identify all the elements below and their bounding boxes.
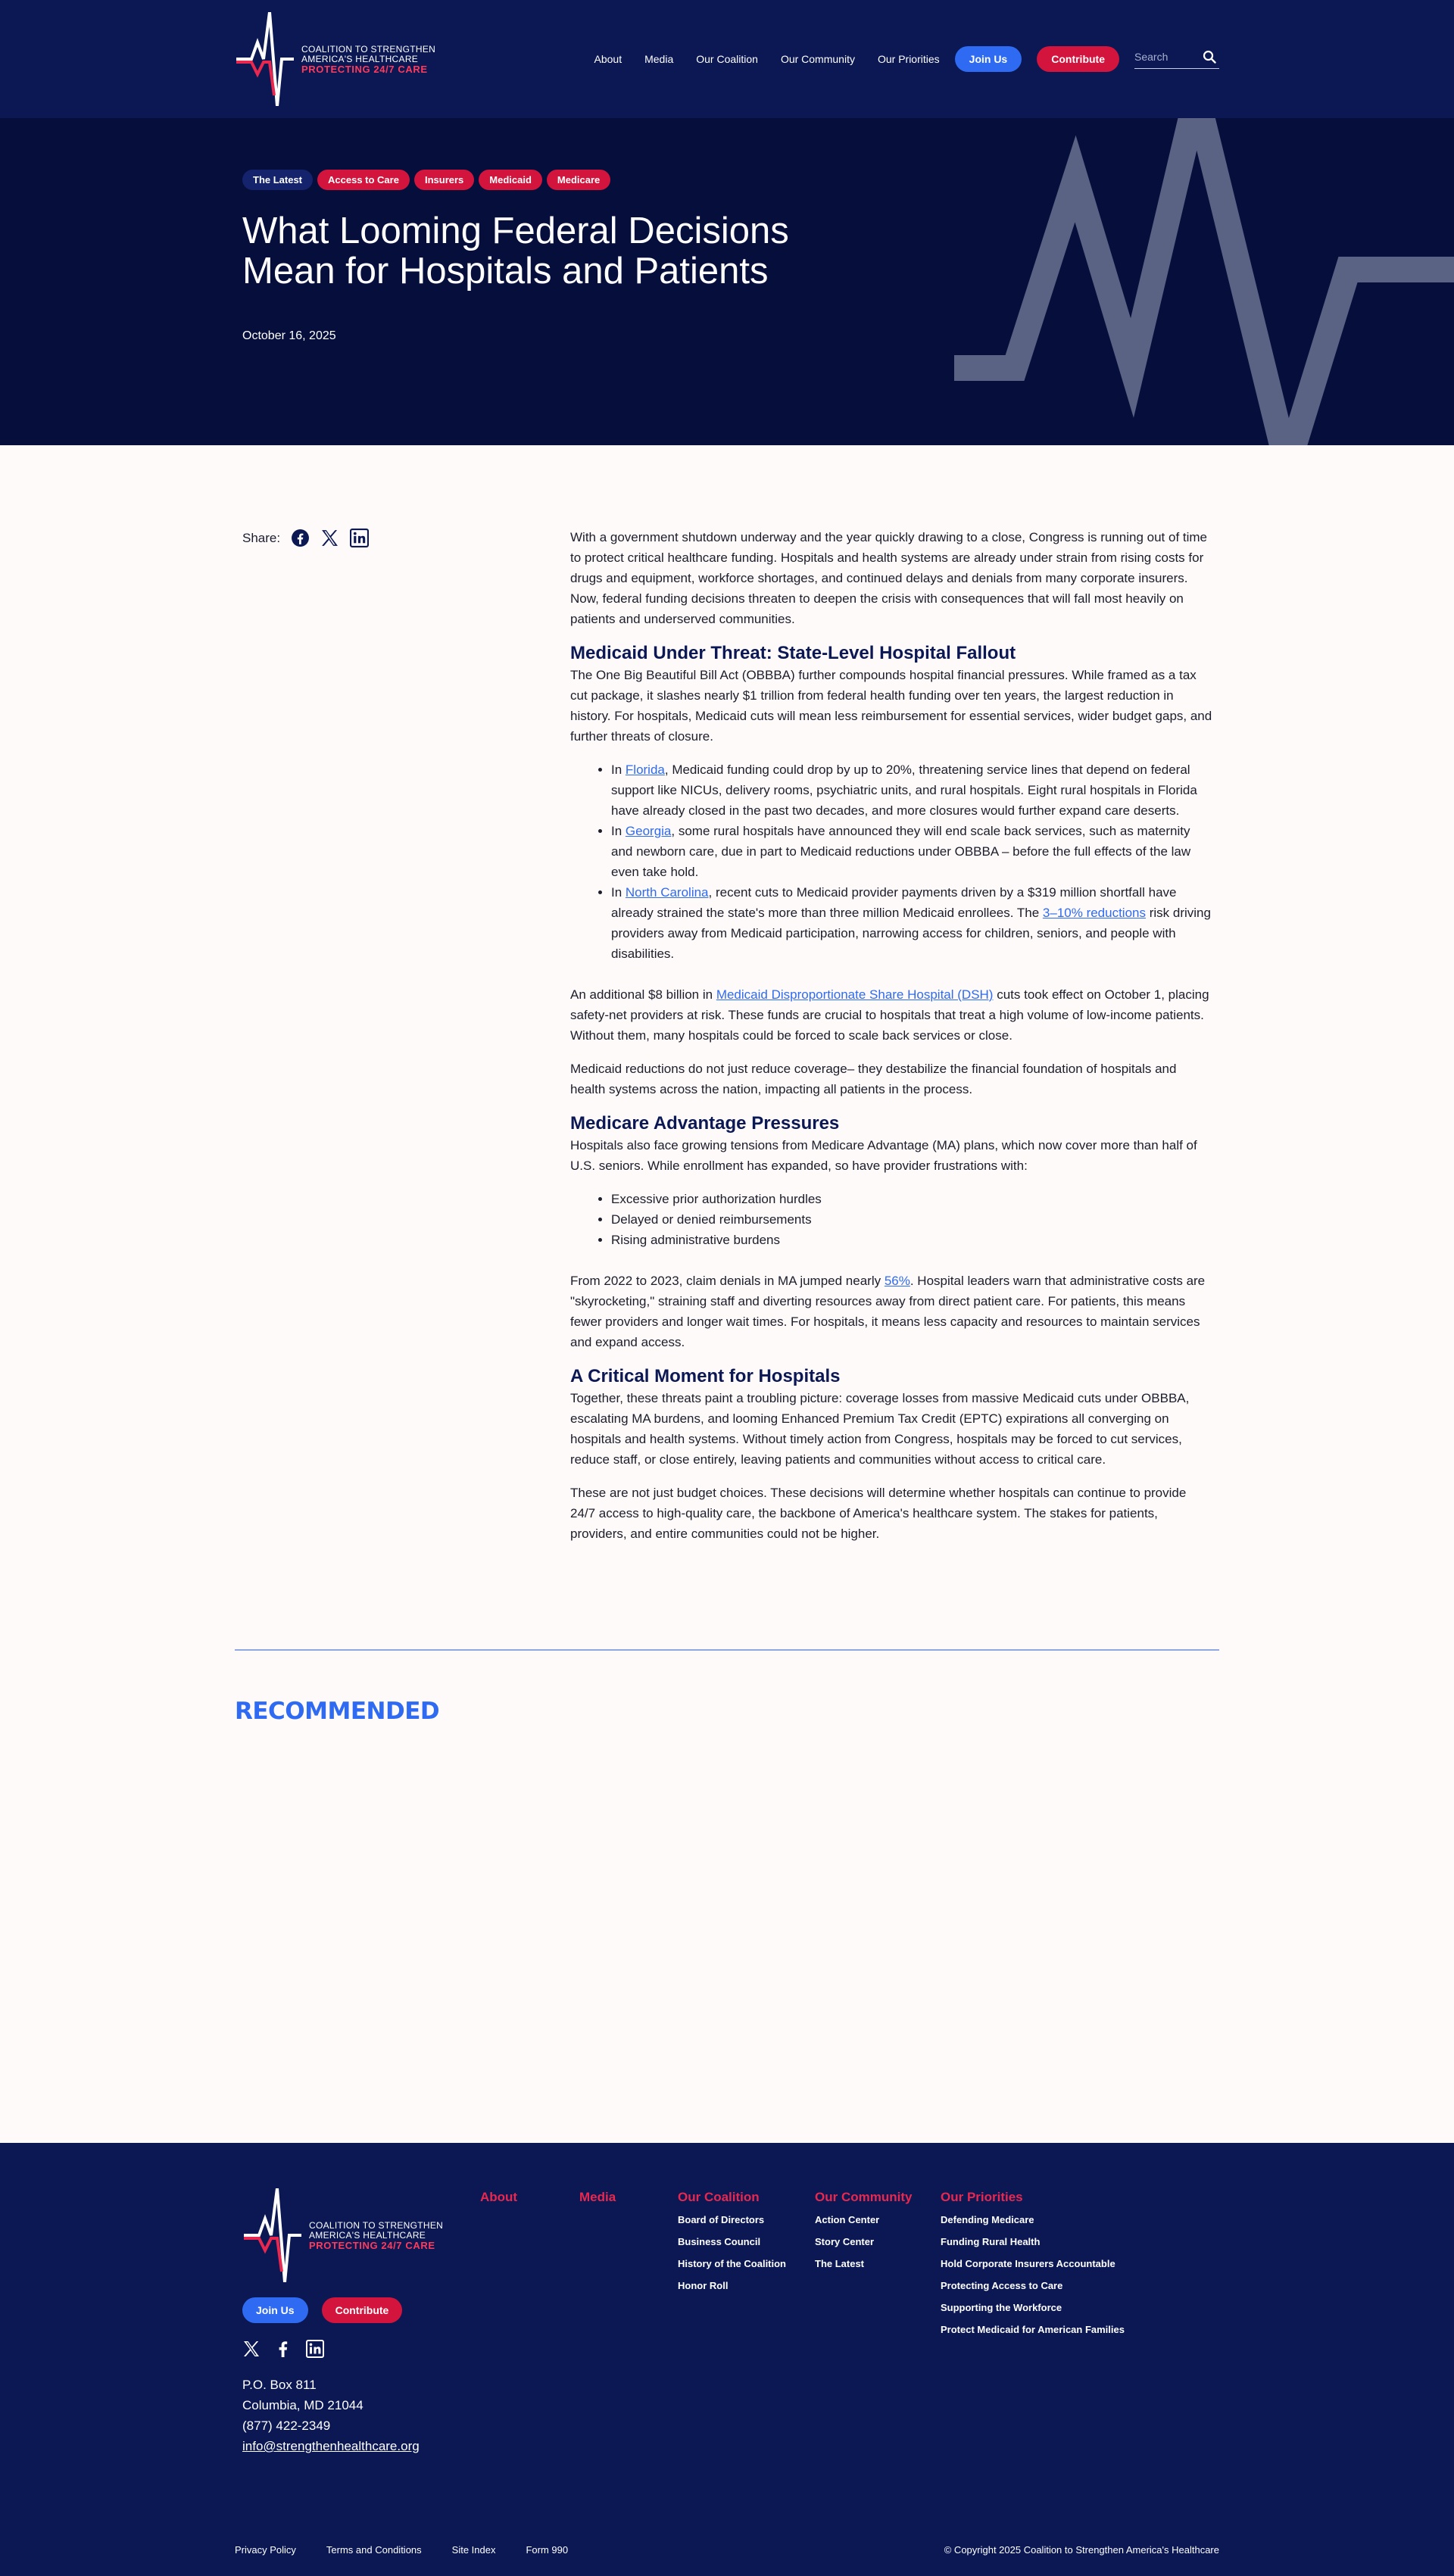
linkedin-icon[interactable] — [306, 2340, 324, 2358]
section-divider — [235, 1649, 1219, 1651]
footer-contact — [242, 2375, 420, 2456]
footer-bottom-bar — [235, 2544, 1219, 2556]
georgia-link[interactable]: Georgia — [625, 824, 672, 838]
north-carolina-link[interactable]: North Carolina — [625, 885, 709, 900]
text: risk driving providers away from Medicaid participation, narrowing access for children, seniors, and people with disabilities. — [611, 906, 1211, 961]
text: In — [611, 763, 626, 777]
phone-number: (877) 422-2349 — [242, 2419, 331, 2433]
legal-links — [235, 2544, 568, 2556]
footer-logo[interactable] — [242, 2188, 443, 2282]
footer-link-board-of-directors[interactable]: Board of Directors — [678, 2214, 765, 2225]
logo-wordmark — [301, 45, 435, 74]
article-title: What Looming Federal Decisions Mean for Hospitals and Patients — [242, 211, 789, 292]
intro-paragraph: With a government shutdown underway and the year quickly drawing to a close, Congress is running out of time to protect critical healthcare funding. Hospitals and health systems are already under strain from rising costs for drugs and equipment, workforce shortages, and continued delays and denials from many corporate insurers. Now, federal funding decisions threaten to deepen the crisis with consequences that will fall most heavily on patients and underserved communities. — [570, 530, 1208, 626]
list-item-georgia — [611, 821, 1214, 882]
article-body — [570, 527, 1214, 1557]
florida-link[interactable]: Florida — [625, 763, 665, 777]
logo-line-1: COALITION TO STRENGTHEN — [301, 43, 436, 55]
fifty-six-percent-link[interactable]: 56% — [884, 1274, 910, 1288]
footer-link-protecting-access[interactable]: Protecting Access to Care — [941, 2280, 1063, 2291]
site-footer — [0, 2143, 1454, 2576]
state-impact-list — [570, 759, 1214, 964]
footer-col-media — [579, 2190, 678, 2346]
text: , recent cuts to Medicaid provider payments driven by a $319 million shortfall have already strained the state's more than three million Medicaid enrollees. The — [611, 885, 1177, 920]
tag-the-latest[interactable]: The Latest — [242, 170, 313, 190]
nav-about[interactable]: About — [594, 53, 622, 65]
x-icon[interactable] — [242, 2340, 261, 2358]
text: In — [611, 885, 626, 900]
paragraph-troubling-picture: Together, these threats paint a troubling picture: coverage losses from massive Medicaid cuts under OBBBA, escalating MA burdens, and looming Enhanced Premium Tax Credit (EPTC) expirations all converging on hospitals and health systems. Without timely action from Congress, hospitals may be forced to cut services, reduce staff, or close entirely, leaving patients and communities without access to critical care. — [570, 1391, 1190, 1467]
text: . Hospital leaders warn that administrative costs are "skyrocketing," straining staff and diverting resources away from direct patient care. For patients, this means fewer providers and longer wait times. For hospitals, it means less capacity and resources to maintain services and expand access. — [570, 1274, 1206, 1349]
paragraph-budget-choices: These are not just budget choices. These decisions will determine whether hospitals can continue to provide 24/7 access to high-quality care, the backbone of America's healthcare system. The stakes for patients, providers, and entire communities could not be higher. — [570, 1486, 1187, 1541]
share-label: Share: — [242, 530, 281, 545]
section-heading-medicare-advantage: Medicare Advantage Pressures — [570, 1113, 840, 1134]
join-us-button[interactable]: Join Us — [955, 46, 1022, 72]
list-item-north-carolina — [611, 882, 1214, 964]
footer-social-links — [242, 2340, 324, 2358]
article-main — [0, 445, 1454, 1725]
form-990-link[interactable]: Form 990 — [526, 2544, 569, 2556]
footer-buttons — [242, 2297, 402, 2323]
nav-media[interactable]: Media — [644, 53, 674, 65]
copyright: © Copyright 2025 Coalition to Strengthen America's Healthcare — [944, 2544, 1219, 2556]
tag-medicaid[interactable]: Medicaid — [479, 170, 542, 190]
site-logo[interactable] — [235, 12, 435, 106]
address-line-2: Columbia, MD 21044 — [242, 2398, 364, 2412]
footer-link-honor-roll[interactable]: Honor Roll — [678, 2280, 729, 2291]
logo-line-2: AMERICA'S HEALTHCARE — [309, 2229, 426, 2241]
search-input[interactable] — [1134, 51, 1203, 63]
heartbeat-logo-icon — [242, 2188, 303, 2282]
footer-heading-our-community[interactable]: Our Community — [815, 2190, 913, 2204]
list-item: • Delayed or denied reimbursements — [611, 1209, 1214, 1230]
nav-our-coalition[interactable]: Our Coalition — [696, 53, 758, 65]
article-tags — [242, 170, 818, 190]
facebook-icon[interactable] — [291, 529, 310, 547]
x-icon[interactable] — [320, 529, 339, 547]
share-bar — [242, 529, 369, 547]
terms-link[interactable]: Terms and Conditions — [326, 2544, 422, 2556]
footer-heading-our-priorities[interactable]: Our Priorities — [941, 2190, 1023, 2204]
footer-link-supporting-workforce[interactable]: Supporting the Workforce — [941, 2302, 1062, 2313]
tag-medicare[interactable]: Medicare — [547, 170, 610, 190]
site-header — [0, 0, 1454, 118]
footer-link-story-center[interactable]: Story Center — [815, 2236, 875, 2247]
tag-access-to-care[interactable]: Access to Care — [317, 170, 410, 190]
text: , Medicaid funding could drop by up to 20%, threatening service lines that depend on federal support like NICUs, delivery rooms, psychiatric units, and rural hospitals. Eight rural hospitals in Florida have already closed in the past two decades, and more closures would further expand care deserts. — [611, 763, 1197, 818]
footer-heading-media[interactable]: Media — [579, 2190, 616, 2204]
search-icon[interactable] — [1203, 50, 1216, 64]
footer-link-action-center[interactable]: Action Center — [815, 2214, 880, 2225]
email-link[interactable]: info@strengthenhealthcare.org — [242, 2439, 420, 2453]
heartbeat-logo-icon — [235, 12, 295, 106]
article-hero — [0, 118, 1454, 445]
footer-nav — [480, 2190, 1137, 2346]
paragraph-ma-plans: Hospitals also face growing tensions from Medicare Advantage (MA) plans, which now cover more than half of U.S. seniors. While enrollment has expanded, so have provider frustrations with: — [570, 1138, 1197, 1173]
footer-join-us-button[interactable]: Join Us — [242, 2297, 308, 2323]
main-nav — [594, 46, 1220, 72]
privacy-policy-link[interactable]: Privacy Policy — [235, 2544, 296, 2556]
footer-link-hold-insurers[interactable]: Hold Corporate Insurers Accountable — [941, 2258, 1115, 2269]
logo-wordmark — [309, 2221, 443, 2250]
logo-line-2: AMERICA'S HEALTHCARE — [301, 53, 419, 64]
footer-link-protect-medicaid[interactable]: Protect Medicaid for American Families — [941, 2324, 1125, 2335]
recommended-heading: RECOMMENDED — [235, 1698, 440, 1725]
footer-heading-about[interactable]: About — [480, 2190, 518, 2204]
list-item: • Rising administrative burdens — [611, 1230, 1214, 1250]
tag-insurers[interactable]: Insurers — [414, 170, 474, 190]
nav-our-community[interactable]: Our Community — [780, 53, 855, 65]
paragraph-dsh — [570, 984, 1214, 1046]
heartbeat-wave-graphic — [954, 118, 1454, 445]
list-item-florida — [611, 759, 1214, 821]
footer-link-the-latest[interactable]: The Latest — [815, 2258, 865, 2269]
list-item: • Excessive prior authorization hurdles — [611, 1189, 1214, 1209]
footer-link-business-council[interactable]: Business Council — [678, 2236, 761, 2247]
text: An additional $8 billion in — [570, 987, 716, 1002]
footer-heading-our-coalition[interactable]: Our Coalition — [678, 2190, 760, 2204]
contribute-button[interactable]: Contribute — [1037, 46, 1119, 72]
dsh-link[interactable]: Medicaid Disproportionate Share Hospital (DSH) — [716, 987, 994, 1002]
footer-link-history[interactable]: History of the Coalition — [678, 2258, 786, 2269]
text: , some rural hospitals have announced they will end scale back services, such as maternity and newborn care, due in part to Medicaid reductions under OBBBA – before the full effects of the law even take hold. — [611, 824, 1191, 879]
linkedin-icon[interactable] — [350, 529, 369, 547]
logo-line-1: COALITION TO STRENGTHEN — [309, 2219, 444, 2231]
nav-our-priorities[interactable]: Our Priorities — [877, 53, 940, 65]
text: cuts took effect on October 1, placing safety-net providers at risk. These funds are crucial to hospitals that treat a high volume of low-income patients. Without them, many hospitals could be forced to scale back services or close. — [570, 987, 1209, 1043]
paragraph-obbba: The One Big Beautiful Bill Act (OBBBA) further compounds hospital financial pressures. While framed as a tax cut package, it slashes nearly $1 trillion from federal health funding over ten years, the largest reduction in history. For hospitals, Medicaid cuts will mean less reimbursement for essential services, wider budget gaps, and further threats of closure. — [570, 668, 1212, 744]
footer-link-defending-medicare[interactable]: Defending Medicare — [941, 2214, 1034, 2225]
article-date: October 16, 2025 — [242, 329, 336, 342]
provider-frustrations-list — [570, 1189, 1214, 1250]
footer-col-about — [480, 2190, 579, 2346]
text: In — [611, 824, 626, 838]
logo-line-3: PROTECTING 24/7 CARE — [309, 2239, 435, 2251]
site-index-link[interactable]: Site Index — [451, 2544, 496, 2556]
logo-line-3: PROTECTING 24/7 CARE — [301, 63, 428, 75]
text: From 2022 to 2023, claim denials in MA jumped nearly — [570, 1274, 885, 1288]
paragraph-claim-denials — [570, 1271, 1214, 1352]
footer-col-our-priorities — [941, 2190, 1137, 2346]
section-heading-critical-moment: A Critical Moment for Hospitals — [570, 1366, 841, 1386]
paragraph-medicaid-reductions: Medicaid reductions do not just reduce coverage– they destabilize the financial foundation of hospitals and health systems across the nation, impacting all patients in the process. — [570, 1062, 1177, 1096]
search-box — [1134, 50, 1219, 69]
footer-col-our-coalition — [678, 2190, 815, 2346]
facebook-icon[interactable] — [274, 2340, 292, 2358]
address-line-1: P.O. Box 811 — [242, 2378, 317, 2392]
footer-link-funding-rural-health[interactable]: Funding Rural Health — [941, 2236, 1041, 2247]
footer-col-our-community — [815, 2190, 941, 2346]
reductions-link[interactable]: 3–10% reductions — [1042, 906, 1146, 920]
section-heading-medicaid: Medicaid Under Threat: State-Level Hospital Fallout — [570, 643, 1016, 663]
footer-contribute-button[interactable]: Contribute — [322, 2297, 403, 2323]
